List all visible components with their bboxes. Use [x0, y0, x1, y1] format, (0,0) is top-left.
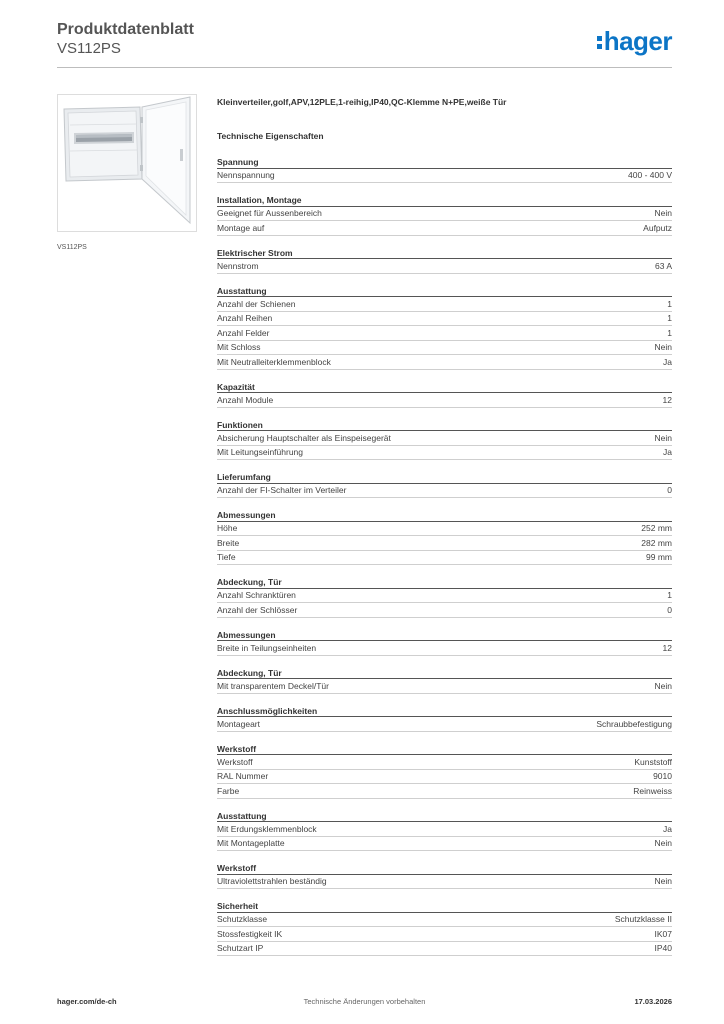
section-title: Ausstattung: [217, 285, 672, 298]
property-section: [217, 419, 672, 461]
property-section: [217, 862, 672, 889]
section-title: Anschlussmöglichkeiten: [217, 705, 672, 718]
property-value: Nein: [654, 432, 672, 443]
property-label: Mit transparentem Deckel/Tür: [217, 680, 329, 691]
property-row: [217, 393, 672, 408]
page-footer: [57, 997, 672, 1011]
section-title: Werkstoff: [217, 862, 672, 875]
property-value: Kunststoff: [634, 756, 672, 767]
property-value: IK07: [654, 928, 672, 939]
document-title: Produktdatenblatt: [57, 21, 194, 38]
property-section: [217, 156, 672, 183]
property-label: Anzahl der Schlösser: [217, 604, 298, 615]
property-row: [217, 589, 672, 604]
section-title: Lieferumfang: [217, 471, 672, 484]
property-value: Nein: [654, 876, 672, 887]
property-value: Ja: [663, 447, 672, 458]
product-code: VS112PS: [57, 40, 121, 57]
property-label: Mit Leitungseinführung: [217, 447, 304, 458]
property-row: [217, 770, 672, 785]
property-label: Geeignet für Aussenbereich: [217, 208, 322, 219]
section-title: Spannung: [217, 156, 672, 169]
product-data-content: [217, 97, 672, 956]
property-label: Anzahl der Schienen: [217, 298, 296, 309]
property-value: Nein: [654, 208, 672, 219]
property-label: Montageart: [217, 718, 260, 729]
section-title: Abdeckung, Tür: [217, 667, 672, 680]
property-label: Werkstoff: [217, 756, 253, 767]
technical-properties-heading: Technische Eigenschaften: [217, 131, 324, 141]
product-description: Kleinverteiler,golf,APV,12PLE,1-reihig,IP40,QC-Klemme N+PE,weiße Tür: [217, 97, 507, 107]
logo-text: hager: [603, 26, 672, 56]
property-row: [217, 641, 672, 656]
property-label: Anzahl Reihen: [217, 313, 273, 324]
property-value: Ja: [663, 356, 672, 367]
property-section: [217, 285, 672, 370]
property-section: [217, 471, 672, 498]
property-label: Nennspannung: [217, 170, 275, 181]
property-row: [217, 603, 672, 618]
property-value: Nein: [654, 342, 672, 353]
property-label: Breite: [217, 537, 240, 548]
section-title: Kapazität: [217, 381, 672, 394]
property-value: 9010: [653, 771, 672, 782]
property-value: Schraubbefestigung: [596, 718, 672, 729]
property-value: 63 A: [654, 260, 672, 271]
property-value: Aufputz: [643, 222, 672, 233]
property-section: [217, 509, 672, 565]
property-row: [217, 297, 672, 312]
property-section: [217, 705, 672, 732]
image-caption: VS112PS: [57, 244, 87, 251]
property-row: [217, 169, 672, 184]
property-value: Schutzklasse II: [614, 914, 672, 925]
property-label: Stossfestigkeit IK: [217, 928, 283, 939]
property-label: Farbe: [217, 785, 240, 796]
property-value: 1: [667, 313, 672, 324]
property-value: 0: [667, 485, 672, 496]
property-row: [217, 784, 672, 799]
property-row: [217, 837, 672, 852]
property-row: [217, 875, 672, 890]
footer-date: 17.03.2026: [634, 997, 672, 1006]
property-section: [217, 667, 672, 694]
property-section: [217, 629, 672, 656]
property-label: Anzahl Module: [217, 394, 274, 405]
footer-notice: Technische Änderungen vorbehalten: [303, 997, 426, 1006]
property-row: [217, 942, 672, 957]
property-label: Höhe: [217, 523, 238, 534]
property-label: Tiefe: [217, 552, 236, 563]
property-value: 252 mm: [641, 523, 672, 534]
section-title: Abmessungen: [217, 629, 672, 642]
property-row: [217, 326, 672, 341]
property-row: [217, 717, 672, 732]
property-row: [217, 207, 672, 222]
property-row: [217, 536, 672, 551]
distribution-board-illustration: [58, 95, 196, 231]
property-label: Ultraviolettstrahlen beständig: [217, 876, 327, 887]
property-label: Nennstrom: [217, 260, 259, 271]
property-row: [217, 913, 672, 928]
property-value: 12: [662, 394, 672, 405]
property-value: Nein: [654, 680, 672, 691]
property-row: [217, 259, 672, 274]
property-section: [217, 576, 672, 618]
property-value: 282 mm: [641, 537, 672, 548]
section-title: Werkstoff: [217, 743, 672, 756]
property-label: Absicherung Hauptschalter als Einspeisegerät: [217, 432, 391, 443]
section-title: Abmessungen: [217, 509, 672, 522]
property-value: Ja: [663, 823, 672, 834]
property-row: [217, 312, 672, 327]
property-row: [217, 927, 672, 942]
property-value: 99 mm: [646, 552, 672, 563]
property-label: Anzahl Schranktüren: [217, 590, 296, 601]
property-row: [217, 446, 672, 461]
property-label: Montage auf: [217, 222, 265, 233]
logo-colon-icon: [597, 36, 602, 49]
property-section: [217, 900, 672, 956]
section-title: Elektrischer Strom: [217, 247, 672, 260]
property-section: [217, 247, 672, 274]
section-title: Funktionen: [217, 419, 672, 432]
property-row: [217, 522, 672, 537]
property-label: Mit Erdungsklemmenblock: [217, 823, 317, 834]
property-value: 1: [667, 327, 672, 338]
page-header: [57, 20, 672, 68]
section-title: Abdeckung, Tür: [217, 576, 672, 589]
property-value: Reinweiss: [633, 785, 672, 796]
property-row: [217, 551, 672, 566]
property-row: [217, 431, 672, 446]
property-row: [217, 755, 672, 770]
property-value: 400 - 400 V: [628, 170, 672, 181]
property-row: [217, 355, 672, 370]
property-section: [217, 810, 672, 852]
property-label: Schutzart IP: [217, 943, 264, 954]
property-section: [217, 381, 672, 408]
product-image: [57, 94, 197, 232]
property-value: 1: [667, 298, 672, 309]
hager-logo: [597, 24, 672, 58]
property-row: [217, 679, 672, 694]
property-row: [217, 221, 672, 236]
property-row: [217, 484, 672, 499]
property-label: Schutzklasse: [217, 914, 268, 925]
property-section: [217, 194, 672, 236]
property-label: Mit Neutralleiterklemmenblock: [217, 356, 331, 367]
property-value: IP40: [654, 943, 672, 954]
property-row: [217, 822, 672, 837]
property-row: [217, 341, 672, 356]
property-section: [217, 743, 672, 799]
property-label: Breite in Teilungseinheiten: [217, 642, 317, 653]
property-label: Anzahl der FI-Schalter im Verteiler: [217, 485, 347, 496]
property-label: Anzahl Felder: [217, 327, 270, 338]
section-title: Sicherheit: [217, 900, 672, 913]
property-label: Mit Montageplatte: [217, 838, 285, 849]
section-title: Installation, Montage: [217, 194, 672, 207]
property-value: Nein: [654, 838, 672, 849]
property-label: RAL Nummer: [217, 771, 269, 782]
property-value: 1: [667, 590, 672, 601]
property-label: Mit Schloss: [217, 342, 261, 353]
property-value: 0: [667, 604, 672, 615]
footer-website: hager.com/de-ch: [57, 997, 117, 1006]
property-sections: [217, 156, 672, 956]
property-value: 12: [662, 642, 672, 653]
section-title: Ausstattung: [217, 810, 672, 823]
